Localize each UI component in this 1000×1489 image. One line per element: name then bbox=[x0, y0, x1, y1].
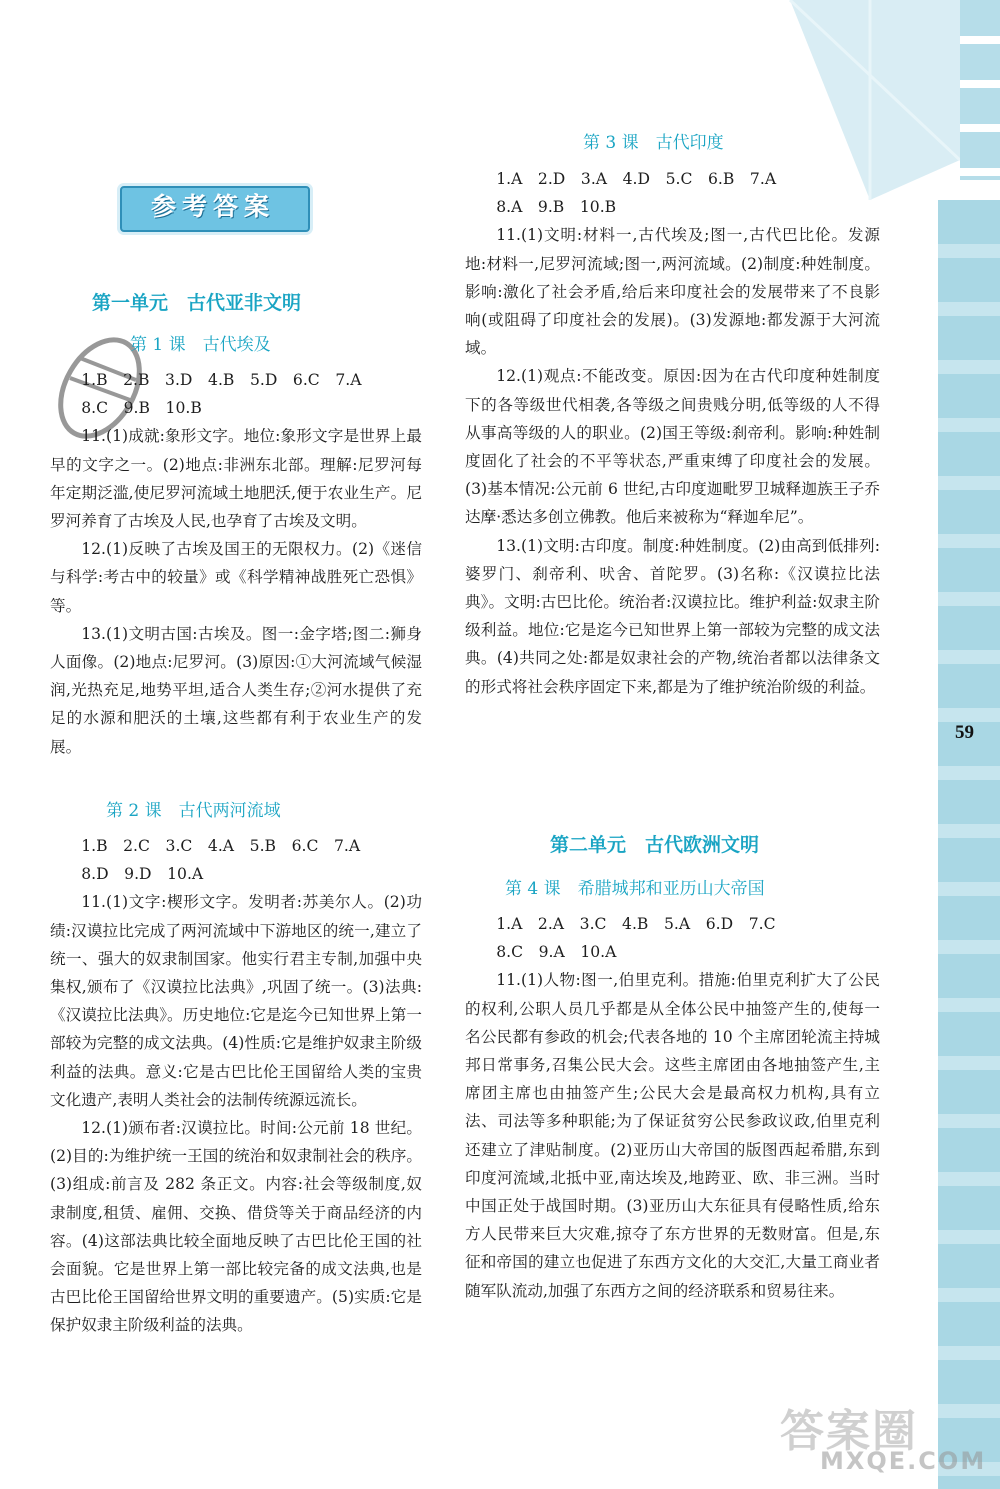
watermark-logo bbox=[780, 1395, 987, 1485]
lesson3-title: 第 3 课 古代印度 bbox=[583, 133, 724, 153]
lesson1-answers bbox=[50, 366, 422, 761]
lesson4-line-1: 1.A 2.A 3.C 4.B 5.A 6.D 7.C bbox=[496, 915, 776, 933]
watermark-top-text: 答案圈 bbox=[780, 1406, 918, 1457]
lesson1-line-2: 8.C 9.B 10.B bbox=[81, 399, 202, 418]
lesson3-line-1: 1.A 2.D 3.A 4.D 5.C 6.B 7.A bbox=[496, 170, 777, 188]
lesson2-title: 第 2 课 古代两河流域 bbox=[106, 801, 281, 821]
page-number: 59 bbox=[955, 722, 974, 743]
lesson4-line-3: 11.(1)人物:图一,伯里克利。措施:伯里克利扩大了公民的权利,公职人员几乎都是从全体公民中抽签产生的,使每一名公民都有参政的机会;代表各地的 10 个主席团轮流主持城邦日常事务,召集公民大会。这些主席团由各地抽签产生,主席团主席也由抽签产生;公民大会是最高权力机构,具有立法、司法等多种职能;为了保证贫穷公民参政议政,伯里克利还建立了津贴制度。(2)亚历山大帝国的版图西起希腊,东到印度河流域,北抵中亚,南达埃及,地跨亚、欧、非三洲。当时中国正处于战国时期。(3)亚历山大东征具有侵略性质,给东方人民带来巨大灾难,掠夺了东方世界的无数财富。但是,东征和帝国的建立也促进了东西方文化的大交汇,大量工商业者随军队流动,加强了东西方之间的经济联系和贸易往来。 bbox=[465, 971, 880, 1300]
lesson4-answers bbox=[465, 910, 880, 1305]
unit2-title: 第二单元 古代欧洲文明 bbox=[550, 834, 760, 856]
lesson4-line-2: 8.C 9.A 10.A bbox=[496, 943, 617, 962]
decorative-stripe-top bbox=[960, 0, 1000, 180]
lesson4-title: 第 4 课 希腊城邦和亚历山大帝国 bbox=[505, 879, 765, 899]
watermark-bottom-text: MXQE.COM bbox=[820, 1447, 987, 1475]
lesson1-title: 第 1 课 古代埃及 bbox=[130, 335, 271, 355]
lesson1-line-5: 13.(1)文明古国:古埃及。图一:金字塔;图二:狮身人面像。(2)地点:尼罗河。(3)原因:①大河流域气候湿润,光热充足,地势平坦,适合人类生存;②河水提供了充足的水源和肥沃的土壤,这些都有利于农业生产的发展。 bbox=[50, 624, 422, 756]
lesson3-line-2: 8.A 9.B 10.B bbox=[496, 198, 617, 217]
lesson3-line-5: 13.(1)文明:古印度。制度:种姓制度。(2)由高到低排列:婆罗门、刹帝利、吠舍、首陀罗。(3)名称:《汉谟拉比法典》。文明:古巴比伦。统治者:汉谟拉比。维护利益:奴隶主阶级利益。地位:它是迄今已知世界上第一部较为完整的成文法典。(4)共同之处:都是奴隶社会的产物,统治者都以法律条文的形式将社会秩序固定下来,都是为了维护统治阶级的利益。 bbox=[465, 536, 880, 696]
lesson1-line-3: 11.(1)成就:象形文字。地位:象形文字是世界上最早的文字之一。(2)地点:非洲东北部。理解:尼罗河每年定期泛滥,使尼罗河流域土地肥沃,便于农业生产。尼罗河养育了古埃及人民,也孕育了古埃及文明。 bbox=[50, 427, 422, 531]
lesson2-answers bbox=[50, 832, 422, 1340]
lesson2-line-2: 8.D 9.D 10.A bbox=[81, 865, 204, 884]
lesson3-answers bbox=[465, 165, 880, 701]
lesson1-line-1: 1.B 2.B 3.D 4.B 5.D 6.C 7.A bbox=[81, 371, 362, 389]
lesson1-line-4: 12.(1)反映了古埃及国王的无限权力。(2)《迷信与科学:考古中的较量》或《科学精神战胜死亡恐惧》等。 bbox=[50, 540, 422, 615]
lesson3-line-3: 11.(1)文明:材料一,古代埃及;图一,古代巴比伦。发源地:材料一,尼罗河流域;图一,两河流域。(2)制度:种姓制度。影响:激化了社会矛盾,给后来印度社会的发展带来了不良影响(或阻碍了印度社会的发展)。(3)发源地:都发源于大河流域。 bbox=[465, 226, 880, 358]
lesson3-line-4: 12.(1)观点:不能改变。原因:因为在古代印度种姓制度下的各等级世代相袭,各等级之间贵贱分明,低等级的人不得从事高等级的人的职业。(2)国王等级:刹帝利。影响:种姓制度固化了社会的不平等状态,严重束缚了印度社会的发展。(3)基本情况:公元前 6 世纪,古印度迦毗罗卫城释迦族王子乔达摩·悉达多创立佛教。他后来被称为“释迦牟尼”。 bbox=[465, 367, 880, 527]
lesson2-line-1: 1.B 2.C 3.C 4.A 5.B 6.C 7.A bbox=[81, 837, 361, 855]
answer-header-badge bbox=[112, 180, 314, 236]
header-title: 参考答案 bbox=[150, 192, 275, 221]
lesson2-line-4: 12.(1)颁布者:汉谟拉比。时间:公元前 18 世纪。(2)目的:为维护统一王国的统治和奴隶制社会的秩序。(3)组成:前言及 282 条正文。内容:社会等级制度,奴隶制度,租赁、雇佣、交换、借贷等关于商品经济的内容。(4)这部法典比较全面地反映了古巴比伦王国的社会面貌。它是世界上第一部比较完备的成文法典,也是古巴比伦王国留给世界文明的重要遗产。(5)实质:它是保护奴隶主阶级利益的法典。 bbox=[50, 1119, 422, 1335]
decorative-stripe-right bbox=[938, 200, 1000, 1489]
unit1-title: 第一单元 古代亚非文明 bbox=[92, 292, 302, 314]
lesson2-line-3: 11.(1)文字:楔形文字。发明者:苏美尔人。(2)功绩:汉谟拉比完成了两河流域中下游地区的统一,建立了统一、强大的奴隶制国家。他实行君主专制,加强中央集权,颁布了《汉谟拉比法典》,巩固了统一。(3)法典:《汉谟拉比法典》。历史地位:它是迄今已知世界上第一部较为完整的成文法典。(4)性质:它是维护奴隶主阶级利益的法典。意义:它是古巴比伦王国留给人类的宝贵文化遗产,表明人类社会的法制传统源远流长。 bbox=[50, 893, 422, 1109]
